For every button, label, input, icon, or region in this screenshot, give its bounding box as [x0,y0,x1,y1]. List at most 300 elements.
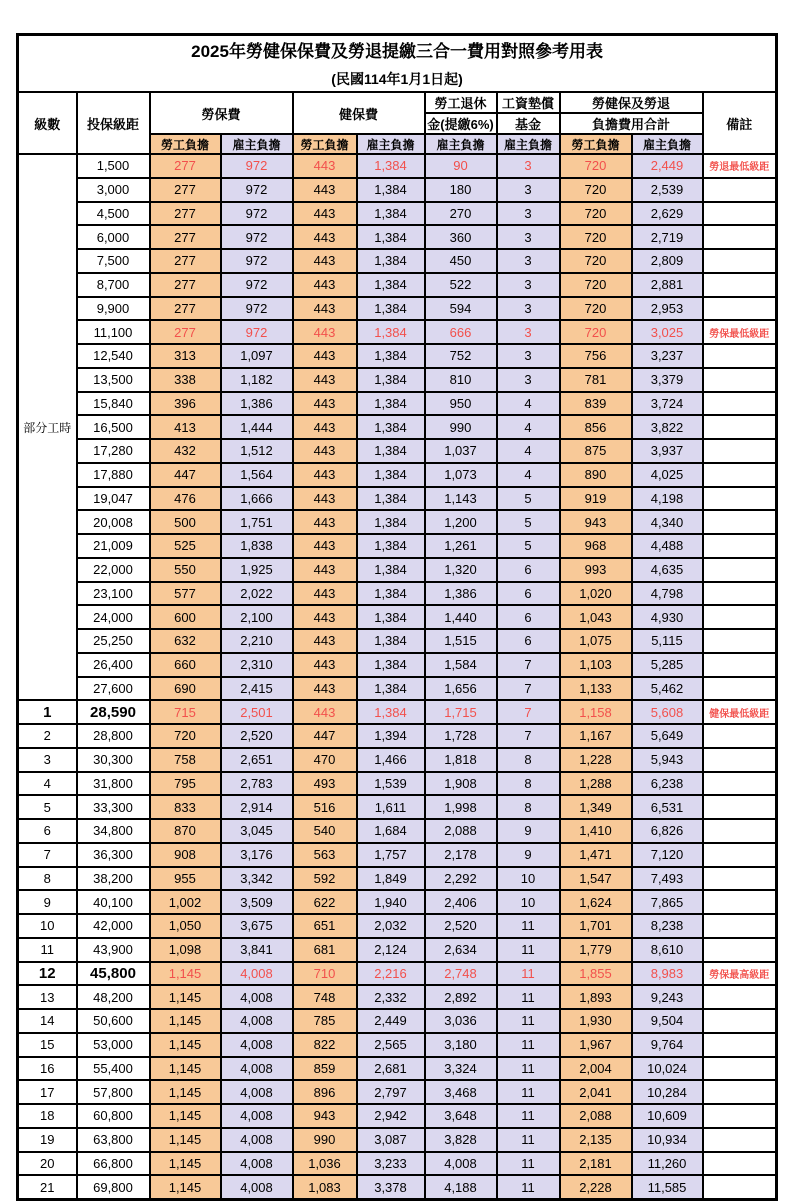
table-row [18,677,777,701]
table-row [18,890,777,914]
cell-labor-employer: 4,008 [221,1128,293,1152]
cell-health-employer: 3,378 [357,1175,425,1199]
cell-health-employer: 1,384 [357,487,425,511]
cell-bracket: 23,100 [77,582,150,606]
cell-health-employee: 785 [293,1009,357,1033]
cell-total-employee: 756 [560,344,632,368]
cell-total-employer: 2,449 [632,154,703,178]
cell-pension-employer: 810 [425,368,497,392]
cell-labor-employee: 525 [150,534,221,558]
cell-health-employer: 1,384 [357,582,425,606]
cell-total-employer: 10,284 [632,1080,703,1104]
cell-labor-employee: 476 [150,487,221,511]
cell-pension-employer: 1,715 [425,700,497,724]
cell-remark [703,867,777,891]
cell-remark [703,439,777,463]
cell-total-employee: 856 [560,415,632,439]
cell-labor-employer: 972 [221,154,293,178]
cell-health-employer: 1,384 [357,653,425,677]
cell-health-employer: 1,384 [357,154,425,178]
cell-labor-employer: 2,100 [221,605,293,629]
cell-wage-fund-employer: 4 [497,415,560,439]
table-row [18,439,777,463]
table-row [18,724,777,748]
cell-remark [703,819,777,843]
cell-labor-employer: 1,751 [221,510,293,534]
cell-total-employer: 2,719 [632,225,703,249]
cell-remark [703,1175,777,1199]
cell-health-employer: 1,384 [357,439,425,463]
cell-pension-employer: 1,584 [425,653,497,677]
cell-total-employee: 2,228 [560,1175,632,1199]
cell-labor-employee: 277 [150,249,221,273]
cell-labor-employee: 833 [150,795,221,819]
cell-labor-employer: 4,008 [221,1175,293,1199]
cell-total-employee: 839 [560,392,632,416]
cell-labor-employer: 3,675 [221,914,293,938]
cell-wage-fund-employer: 3 [497,202,560,226]
cell-total-employee: 2,181 [560,1152,632,1176]
cell-labor-employee: 690 [150,677,221,701]
cell-total-employer: 4,340 [632,510,703,534]
cell-total-employer: 5,943 [632,748,703,772]
cell-total-employer: 5,462 [632,677,703,701]
cell-bracket: 43,900 [77,938,150,962]
cell-remark [703,534,777,558]
cell-pension-employer: 1,908 [425,772,497,796]
cell-remark [703,653,777,677]
cell-labor-employee: 1,145 [150,1080,221,1104]
cell-total-employer: 2,809 [632,249,703,273]
cell-bracket: 36,300 [77,843,150,867]
table-body [18,154,777,1200]
cell-labor-employee: 1,098 [150,938,221,962]
cell-total-employee: 1,020 [560,582,632,606]
table-row [18,795,777,819]
cell-health-employee: 443 [293,344,357,368]
cell-labor-employer: 2,651 [221,748,293,772]
table-row [18,1152,777,1176]
cell-pension-employer: 4,188 [425,1175,497,1199]
cell-remark [703,724,777,748]
cell-wage-fund-employer: 3 [497,273,560,297]
cell-health-employee: 443 [293,677,357,701]
cell-total-employee: 1,624 [560,890,632,914]
cell-labor-employer: 4,008 [221,1057,293,1081]
cell-total-employee: 1,779 [560,938,632,962]
cell-level: 15 [18,1033,77,1057]
table-row [18,392,777,416]
cell-total-employer: 10,934 [632,1128,703,1152]
cell-health-employee: 447 [293,724,357,748]
cell-pension-employer: 1,998 [425,795,497,819]
table-row [18,463,777,487]
cell-health-employee: 563 [293,843,357,867]
subheader-health-employee: 勞工負擔 [293,134,357,154]
cell-labor-employer: 972 [221,273,293,297]
cell-health-employer: 1,384 [357,178,425,202]
cell-wage-fund-employer: 7 [497,653,560,677]
cell-labor-employer: 1,444 [221,415,293,439]
cell-wage-fund-employer: 3 [497,297,560,321]
subheader-total-employer: 雇主負擔 [632,134,703,154]
cell-remark [703,582,777,606]
cell-level: 7 [18,843,77,867]
cell-wage-fund-employer: 5 [497,487,560,511]
cell-total-employer: 4,798 [632,582,703,606]
cell-pension-employer: 360 [425,225,497,249]
cell-labor-employer: 1,838 [221,534,293,558]
table-row [18,297,777,321]
table-row [18,320,777,344]
cell-remark [703,843,777,867]
cell-health-employee: 443 [293,392,357,416]
subheader-pension-employer: 雇主負擔 [425,134,497,154]
col-header-bracket: 投保級距 [77,92,150,154]
table-row [18,819,777,843]
cell-health-employee: 443 [293,368,357,392]
cell-bracket: 48,200 [77,985,150,1009]
cell-level: 18 [18,1104,77,1128]
cell-total-employer: 4,635 [632,558,703,582]
cell-remark [703,629,777,653]
cell-pension-employer: 1,200 [425,510,497,534]
cell-pension-employer: 2,406 [425,890,497,914]
cell-total-employee: 720 [560,297,632,321]
cell-health-employee: 443 [293,154,357,178]
cell-health-employee: 443 [293,653,357,677]
cell-remark [703,368,777,392]
cell-health-employer: 1,539 [357,772,425,796]
cell-labor-employee: 277 [150,225,221,249]
cell-total-employer: 5,649 [632,724,703,748]
cell-health-employee: 443 [293,582,357,606]
cell-bracket: 12,540 [77,344,150,368]
cell-pension-employer: 3,324 [425,1057,497,1081]
cell-labor-employee: 1,002 [150,890,221,914]
part-time-label-cell: 部分工時 [18,154,77,700]
cell-health-employee: 443 [293,487,357,511]
cell-health-employer: 1,466 [357,748,425,772]
cell-labor-employer: 2,210 [221,629,293,653]
table-row [18,534,777,558]
cell-wage-fund-employer: 6 [497,605,560,629]
cell-pension-employer: 2,178 [425,843,497,867]
cell-total-employer: 4,025 [632,463,703,487]
cell-level: 12 [18,962,77,986]
cell-bracket: 26,400 [77,653,150,677]
cell-pension-employer: 3,468 [425,1080,497,1104]
cell-health-employer: 1,384 [357,392,425,416]
cell-pension-employer: 2,892 [425,985,497,1009]
cell-bracket: 11,100 [77,320,150,344]
cell-total-employee: 781 [560,368,632,392]
cell-remark [703,487,777,511]
table-row [18,344,777,368]
table-row [18,653,777,677]
cell-health-employer: 1,384 [357,677,425,701]
cell-wage-fund-employer: 4 [497,463,560,487]
cell-wage-fund-employer: 6 [497,582,560,606]
cell-level: 9 [18,890,77,914]
cell-total-employer: 4,930 [632,605,703,629]
cell-bracket: 31,800 [77,772,150,796]
cell-labor-employer: 972 [221,320,293,344]
cell-bracket: 13,500 [77,368,150,392]
cell-total-employee: 2,041 [560,1080,632,1104]
cell-level: 1 [18,700,77,724]
subheader-wage-fund-employer: 雇主負擔 [497,134,560,154]
cell-health-employer: 1,384 [357,558,425,582]
cell-labor-employer: 972 [221,249,293,273]
cell-health-employee: 748 [293,985,357,1009]
cell-health-employee: 592 [293,867,357,891]
cell-pension-employer: 1,320 [425,558,497,582]
cell-remark [703,178,777,202]
cell-labor-employer: 1,666 [221,487,293,511]
cell-health-employer: 1,384 [357,700,425,724]
cell-bracket: 45,800 [77,962,150,986]
title-block [18,35,777,93]
cell-health-employer: 1,611 [357,795,425,819]
cell-labor-employer: 3,176 [221,843,293,867]
cell-labor-employer: 972 [221,297,293,321]
cell-labor-employee: 577 [150,582,221,606]
cell-remark [703,605,777,629]
cell-labor-employer: 4,008 [221,1152,293,1176]
cell-total-employer: 6,531 [632,795,703,819]
cell-wage-fund-employer: 10 [497,867,560,891]
cell-labor-employer: 1,182 [221,368,293,392]
cell-wage-fund-employer: 3 [497,178,560,202]
cell-health-employer: 1,384 [357,463,425,487]
cell-wage-fund-employer: 7 [497,677,560,701]
cell-pension-employer: 3,648 [425,1104,497,1128]
cell-total-employer: 3,937 [632,439,703,463]
cell-pension-employer: 3,180 [425,1033,497,1057]
cell-total-employer: 3,025 [632,320,703,344]
cell-labor-employer: 1,386 [221,392,293,416]
cell-health-employee: 943 [293,1104,357,1128]
table-row [18,273,777,297]
cell-labor-employer: 3,841 [221,938,293,962]
table-row [18,1009,777,1033]
table-row [18,178,777,202]
cell-wage-fund-employer: 5 [497,534,560,558]
cell-bracket: 21,009 [77,534,150,558]
cell-bracket: 55,400 [77,1057,150,1081]
cell-health-employer: 1,684 [357,819,425,843]
cell-level: 11 [18,938,77,962]
cell-bracket: 33,300 [77,795,150,819]
cell-total-employee: 1,167 [560,724,632,748]
cell-bracket: 20,008 [77,510,150,534]
cell-bracket: 28,800 [77,724,150,748]
table-row [18,1175,777,1199]
cell-health-employee: 443 [293,178,357,202]
cell-labor-employee: 338 [150,368,221,392]
cell-labor-employer: 2,501 [221,700,293,724]
cell-level: 20 [18,1152,77,1176]
cell-health-employee: 443 [293,534,357,558]
col-header-pension-line1: 勞工退休 [425,92,497,113]
cell-total-employee: 2,135 [560,1128,632,1152]
cell-remark [703,558,777,582]
cell-bracket: 30,300 [77,748,150,772]
cell-total-employer: 5,115 [632,629,703,653]
cell-wage-fund-employer: 6 [497,629,560,653]
cell-health-employer: 2,032 [357,914,425,938]
cell-wage-fund-employer: 11 [497,1080,560,1104]
page-title: 2025年勞健保保費及勞退提繳三合一費用對照參考用表 [191,41,603,61]
cell-pension-employer: 3,828 [425,1128,497,1152]
cell-total-employee: 1,701 [560,914,632,938]
cell-wage-fund-employer: 11 [497,1104,560,1128]
cell-total-employee: 2,088 [560,1104,632,1128]
table-row [18,843,777,867]
cell-wage-fund-employer: 8 [497,795,560,819]
cell-total-employer: 9,504 [632,1009,703,1033]
cell-health-employee: 470 [293,748,357,772]
cell-health-employee: 443 [293,605,357,629]
cell-labor-employee: 277 [150,320,221,344]
cell-total-employer: 8,238 [632,914,703,938]
cell-labor-employer: 3,509 [221,890,293,914]
cell-total-employee: 1,855 [560,962,632,986]
cell-bracket: 66,800 [77,1152,150,1176]
cell-health-employee: 710 [293,962,357,986]
cell-wage-fund-employer: 3 [497,320,560,344]
cell-bracket: 63,800 [77,1128,150,1152]
cell-remark [703,772,777,796]
cell-labor-employee: 277 [150,178,221,202]
cell-remark [703,202,777,226]
cell-labor-employer: 3,045 [221,819,293,843]
cell-labor-employee: 1,145 [150,1128,221,1152]
cell-health-employee: 822 [293,1033,357,1057]
col-header-total-line2: 負擔費用合計 [560,113,703,134]
cell-total-employer: 6,826 [632,819,703,843]
cell-total-employee: 720 [560,225,632,249]
cell-health-employee: 990 [293,1128,357,1152]
cell-health-employee: 443 [293,439,357,463]
cell-total-employer: 4,488 [632,534,703,558]
cell-total-employer: 9,243 [632,985,703,1009]
cell-pension-employer: 450 [425,249,497,273]
cell-remark [703,677,777,701]
cell-labor-employee: 715 [150,700,221,724]
cell-total-employer: 10,609 [632,1104,703,1128]
cell-total-employee: 1,893 [560,985,632,1009]
cell-total-employer: 5,285 [632,653,703,677]
cell-remark [703,1080,777,1104]
table-row [18,1080,777,1104]
cell-total-employee: 1,158 [560,700,632,724]
cell-wage-fund-employer: 3 [497,249,560,273]
cell-labor-employer: 972 [221,178,293,202]
cell-total-employee: 1,103 [560,653,632,677]
cell-health-employee: 540 [293,819,357,843]
cell-pension-employer: 2,292 [425,867,497,891]
cell-health-employee: 443 [293,700,357,724]
cell-total-employee: 943 [560,510,632,534]
cell-level: 14 [18,1009,77,1033]
cell-labor-employer: 2,783 [221,772,293,796]
cell-labor-employee: 1,145 [150,1175,221,1199]
cell-remark: 勞保最高級距 [703,962,777,986]
cell-wage-fund-employer: 6 [497,558,560,582]
cell-remark [703,795,777,819]
cell-total-employer: 3,379 [632,368,703,392]
cell-wage-fund-employer: 3 [497,344,560,368]
cell-bracket: 7,500 [77,249,150,273]
cell-health-employee: 443 [293,225,357,249]
cell-total-employer: 3,822 [632,415,703,439]
cell-pension-employer: 1,261 [425,534,497,558]
cell-pension-employer: 1,073 [425,463,497,487]
cell-total-employer: 4,198 [632,487,703,511]
cell-pension-employer: 594 [425,297,497,321]
page-subtitle: (民國114年1月1日起) [331,70,463,87]
cell-labor-employee: 1,145 [150,1009,221,1033]
col-header-wage-fund-line2: 基金 [497,113,560,134]
cell-remark [703,890,777,914]
table-row [18,202,777,226]
cell-labor-employee: 795 [150,772,221,796]
cell-health-employee: 859 [293,1057,357,1081]
cell-total-employer: 3,724 [632,392,703,416]
cell-health-employee: 493 [293,772,357,796]
table-row [18,582,777,606]
cell-remark [703,914,777,938]
cell-health-employee: 443 [293,510,357,534]
cell-total-employee: 720 [560,154,632,178]
cell-level: 21 [18,1175,77,1199]
cell-bracket: 42,000 [77,914,150,938]
cell-health-employer: 1,384 [357,368,425,392]
cell-pension-employer: 2,088 [425,819,497,843]
cell-labor-employee: 1,145 [150,962,221,986]
cell-wage-fund-employer: 7 [497,700,560,724]
cell-pension-employer: 90 [425,154,497,178]
cell-total-employer: 7,120 [632,843,703,867]
cell-labor-employee: 277 [150,297,221,321]
table-row [18,605,777,629]
cell-total-employer: 2,629 [632,202,703,226]
cell-bracket: 50,600 [77,1009,150,1033]
cell-wage-fund-employer: 11 [497,1152,560,1176]
cell-labor-employer: 2,914 [221,795,293,819]
cell-level: 17 [18,1080,77,1104]
table-row [18,914,777,938]
table-row [18,962,777,986]
cell-total-employer: 10,024 [632,1057,703,1081]
cell-wage-fund-employer: 11 [497,1033,560,1057]
cell-level: 19 [18,1128,77,1152]
cell-wage-fund-employer: 11 [497,985,560,1009]
cell-remark: 健保最低級距 [703,700,777,724]
subheader-labor-employer: 雇主負擔 [221,134,293,154]
table-row [18,985,777,1009]
cell-bracket: 27,600 [77,677,150,701]
cell-total-employee: 1,043 [560,605,632,629]
cell-pension-employer: 950 [425,392,497,416]
cell-labor-employer: 4,008 [221,1009,293,1033]
premium-table [16,33,778,1201]
cell-total-employee: 993 [560,558,632,582]
cell-pension-employer: 1,728 [425,724,497,748]
cell-level: 3 [18,748,77,772]
